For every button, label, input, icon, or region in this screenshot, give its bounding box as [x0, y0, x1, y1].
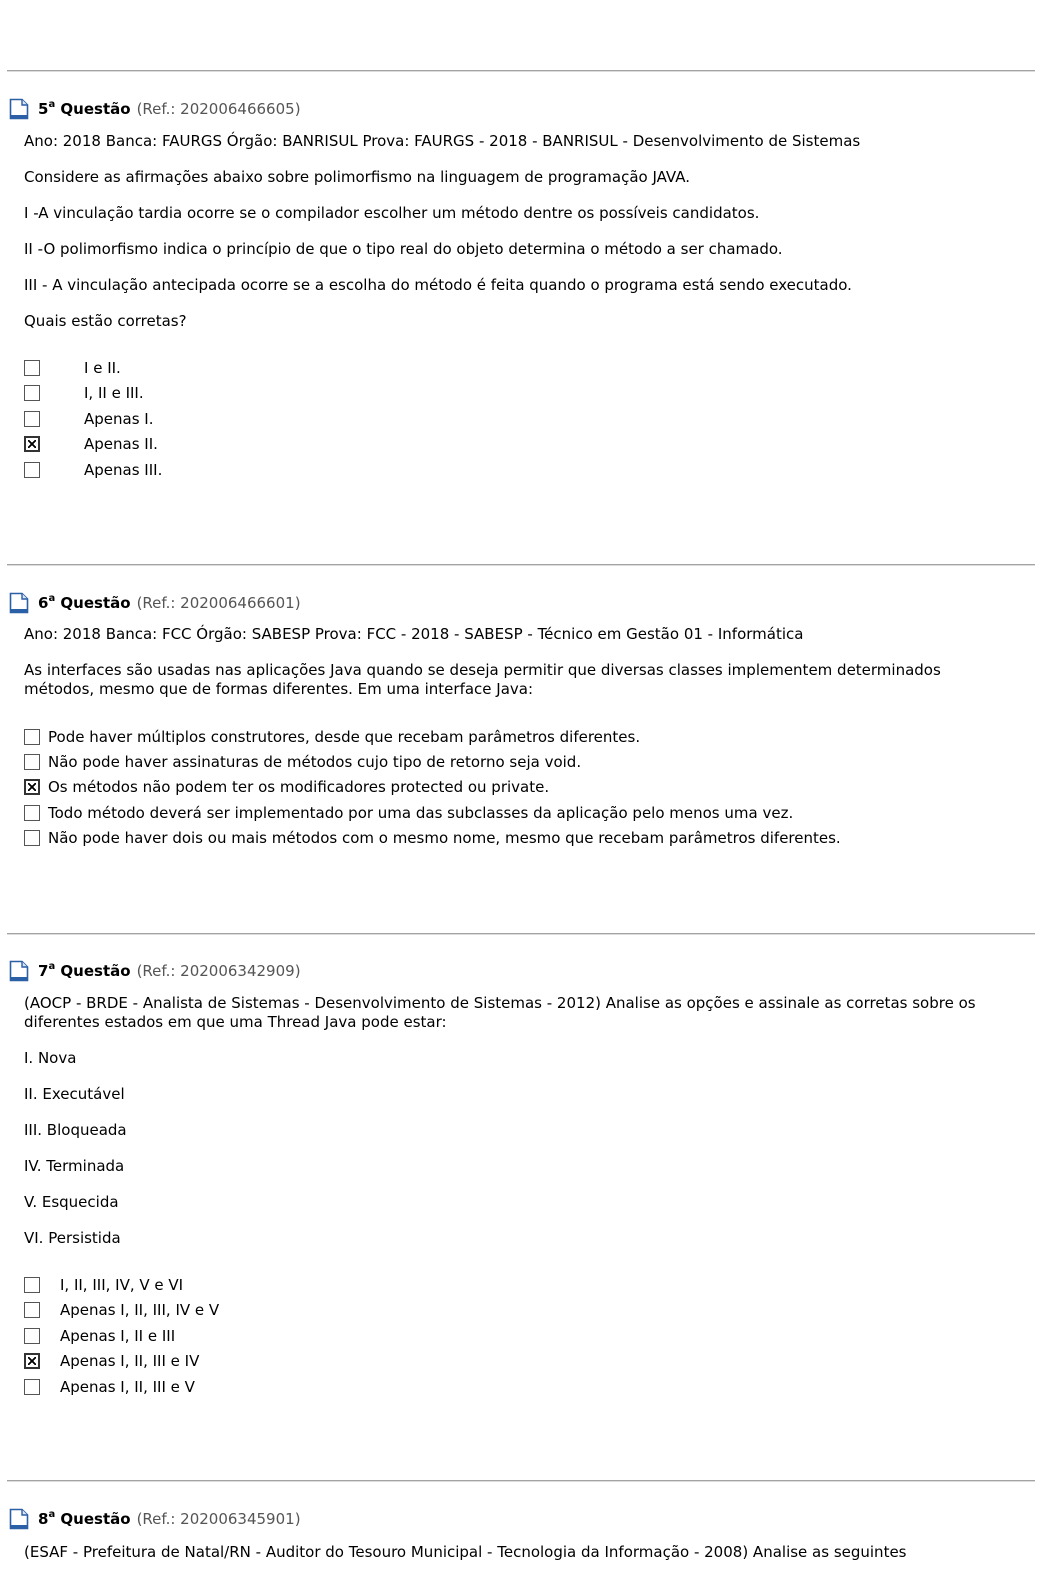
option-label: Apenas I, II, III e IV — [60, 1352, 200, 1370]
question-7-option-3[interactable] — [24, 1325, 175, 1347]
question-6-statement: As interfaces são usadas nas aplicações Java quando se deseja permitir que diversas classes implementem determinados métodos, mesmo que de formas diferentes. Em uma interface Java: — [24, 661, 941, 698]
option-label: I, II e III. — [84, 384, 144, 402]
checkbox[interactable] — [24, 411, 40, 427]
question-5-option-3[interactable] — [24, 408, 154, 430]
section-divider — [7, 564, 1035, 566]
question-6-option-4[interactable] — [24, 802, 793, 824]
option-label: Não pode haver dois ou mais métodos com o mesmo nome, mesmo que recebam parâmetros diferentes. — [48, 829, 841, 847]
question-5-option-2[interactable] — [24, 382, 144, 404]
document-icon — [9, 960, 29, 982]
question-5-header — [9, 97, 301, 121]
option-label: Apenas I, II, III e V — [60, 1378, 195, 1396]
question-7-item-6: VI. Persistida — [24, 1229, 121, 1247]
question-6-option-2[interactable] — [24, 751, 581, 773]
option-label: Apenas I. — [84, 410, 154, 428]
option-label: Os métodos não podem ter os modificadores protected ou private. — [48, 778, 550, 796]
checkbox[interactable] — [24, 1328, 40, 1344]
option-label: Apenas III. — [84, 461, 163, 479]
question-8-header — [9, 1507, 301, 1531]
question-6-option-3[interactable] — [24, 776, 549, 798]
section-divider — [7, 933, 1035, 935]
question-7-item-1: I. Nova — [24, 1049, 77, 1067]
checkbox[interactable] — [24, 1379, 40, 1395]
question-7-statement: (AOCP - BRDE - Analista de Sistemas - Desenvolvimento de Sistemas - 2012) Analise as opções e assinale as corretas sobre os diferentes estados em que uma Thread Java pode estar: — [24, 994, 976, 1031]
question-5-option-4[interactable] — [24, 433, 158, 455]
checkbox-checked[interactable] — [24, 436, 40, 452]
section-divider-top — [7, 70, 1035, 72]
question-5-source: Ano: 2018 Banca: FAURGS Órgão: BANRISUL Prova: FAURGS - 2018 - BANRISUL - Desenvolvimento de Sistemas — [24, 132, 861, 150]
document-icon — [9, 1508, 29, 1530]
question-5-item-1: I -A vinculação tardia ocorre se o compilador escolher um método dentre os possíveis candidatos. — [24, 204, 760, 222]
question-7-option-5[interactable] — [24, 1376, 195, 1398]
question-5-option-1[interactable] — [24, 357, 121, 379]
checkbox[interactable] — [24, 830, 40, 846]
option-label: Apenas I, II, III, IV e V — [60, 1301, 220, 1319]
checkbox[interactable] — [24, 385, 40, 401]
question-ref: (Ref.: 202006466601) — [136, 594, 301, 612]
checkbox[interactable] — [24, 360, 40, 376]
document-icon — [9, 98, 29, 120]
question-number: 8$^a$ Questão — [38, 1509, 131, 1528]
question-5-prompt: Quais estão corretas? — [24, 312, 187, 330]
question-8-statement: (ESAF - Prefeitura de Natal/RN - Auditor do Tesouro Municipal - Tecnologia da Informação - 2008) Analise as seguintes — [24, 1543, 907, 1561]
option-label: Todo método deverá ser implementado por uma das subclasses da aplicação pelo menos uma vez. — [48, 804, 794, 822]
question-5-item-2: II -O polimorfismo indica o princípio de que o tipo real do objeto determina o método a ser chamado. — [24, 240, 783, 258]
question-6-option-1[interactable] — [24, 726, 640, 748]
document-icon — [9, 592, 29, 614]
checkbox[interactable] — [24, 462, 40, 478]
question-ref: (Ref.: 202006345901) — [136, 1510, 301, 1528]
question-7-item-3: III. Bloqueada — [24, 1121, 127, 1139]
question-7-item-5: V. Esquecida — [24, 1193, 119, 1211]
question-7-option-4[interactable] — [24, 1350, 199, 1372]
question-5-statement: Considere as afirmações abaixo sobre polimorfismo na linguagem de programação JAVA. — [24, 168, 690, 186]
option-label: Apenas II. — [84, 435, 158, 453]
option-label: I, II, III, IV, V e VI — [60, 1276, 184, 1294]
question-ref: (Ref.: 202006342909) — [136, 962, 301, 980]
question-7-option-2[interactable] — [24, 1299, 219, 1321]
question-number: 5$^a$ Questão — [38, 99, 131, 118]
checkbox-checked[interactable] — [24, 779, 40, 795]
question-7-option-1[interactable] — [24, 1274, 183, 1296]
option-label: Pode haver múltiplos construtores, desde que recebam parâmetros diferentes. — [48, 728, 641, 746]
question-7-item-2: II. Executável — [24, 1085, 125, 1103]
option-label: I e II. — [84, 359, 121, 377]
question-7-item-4: IV. Terminada — [24, 1157, 125, 1175]
question-ref: (Ref.: 202006466605) — [136, 100, 301, 118]
question-7-header — [9, 959, 301, 983]
checkbox[interactable] — [24, 1277, 40, 1293]
question-6-option-5[interactable] — [24, 827, 841, 849]
question-number: 6$^a$ Questão — [38, 593, 131, 612]
checkbox[interactable] — [24, 729, 40, 745]
section-divider — [7, 1480, 1035, 1482]
question-6-source: Ano: 2018 Banca: FCC Órgão: SABESP Prova: FCC - 2018 - SABESP - Técnico em Gestão 01 - Informática — [24, 625, 804, 643]
question-6-header — [9, 591, 301, 615]
option-label: Apenas I, II e III — [60, 1327, 176, 1345]
checkbox[interactable] — [24, 805, 40, 821]
checkbox[interactable] — [24, 1302, 40, 1318]
question-5-item-3: III - A vinculação antecipada ocorre se a escolha do método é feita quando o programa está sendo executado. — [24, 276, 852, 294]
checkbox-checked[interactable] — [24, 1353, 40, 1369]
question-5-option-5[interactable] — [24, 459, 162, 481]
question-number: 7$^a$ Questão — [38, 961, 131, 980]
option-label: Não pode haver assinaturas de métodos cujo tipo de retorno seja void. — [48, 753, 582, 771]
checkbox[interactable] — [24, 754, 40, 770]
